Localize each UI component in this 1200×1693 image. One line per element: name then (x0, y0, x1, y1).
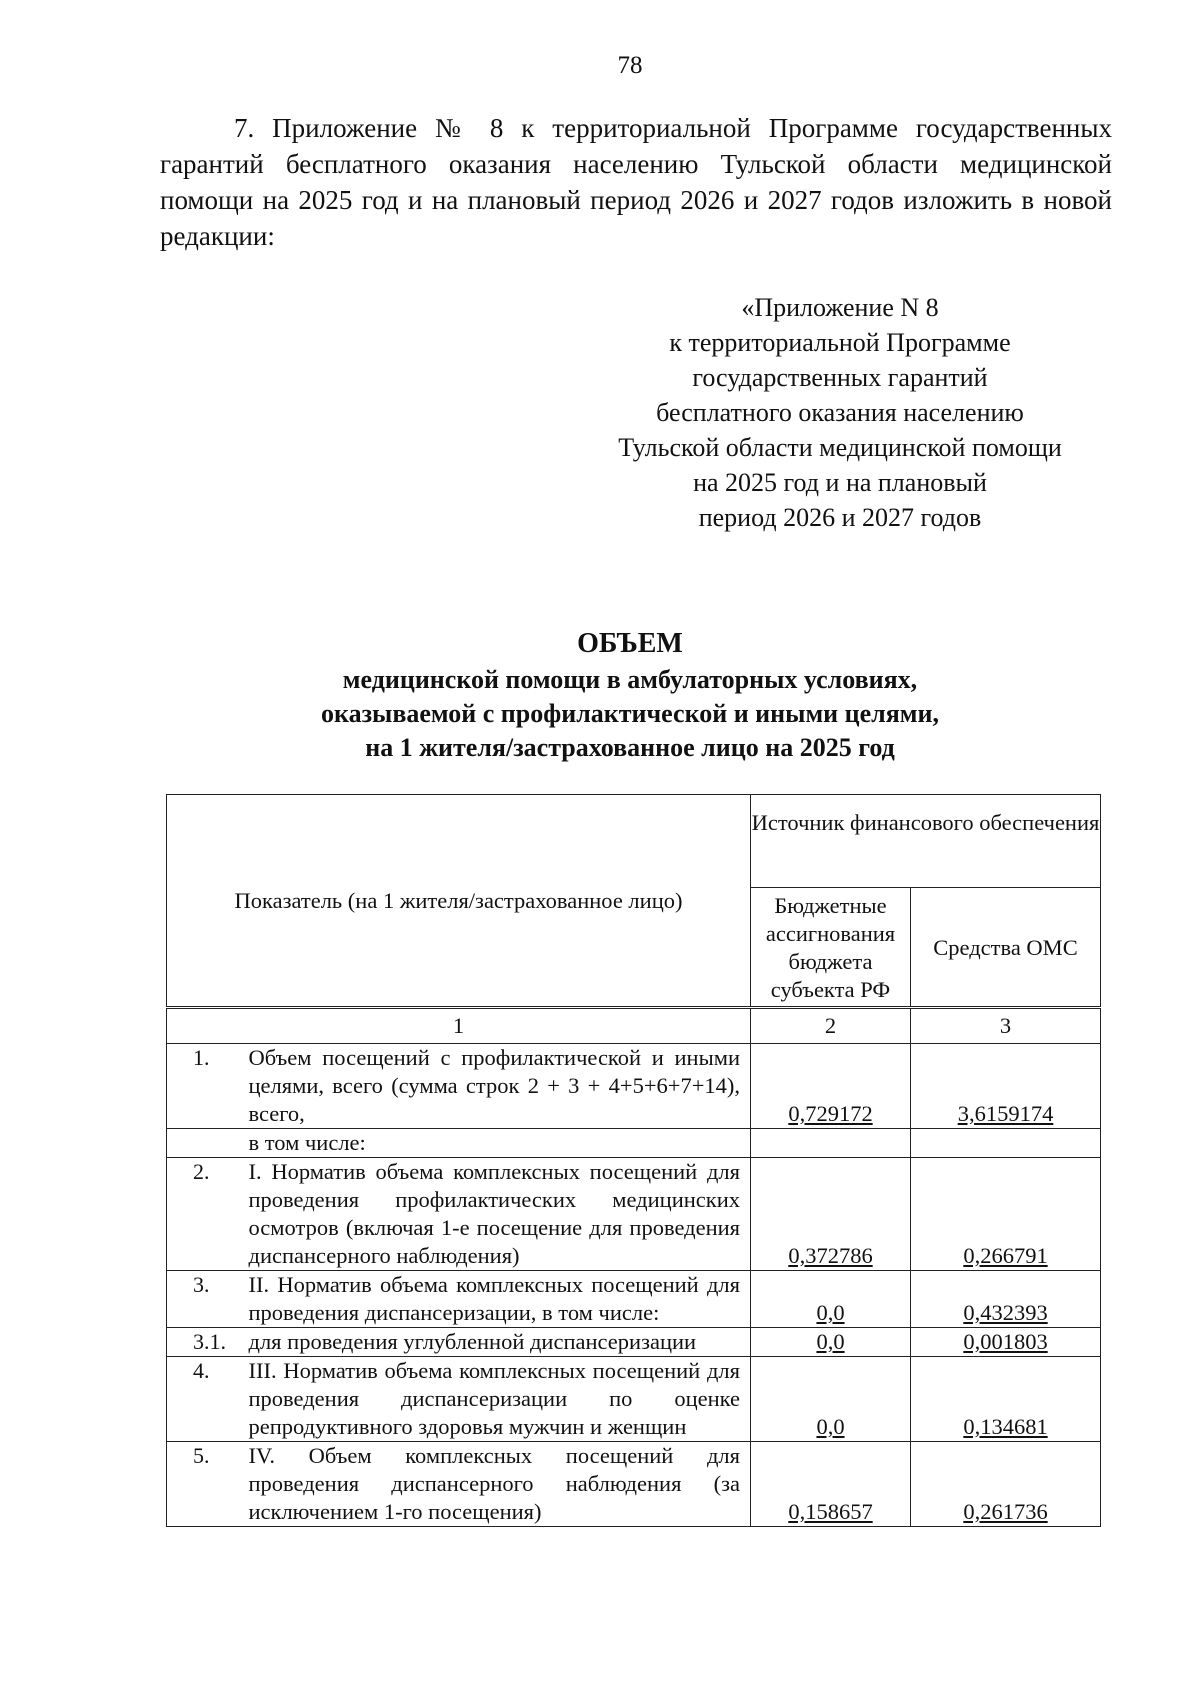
row-indicator: IV. Объем комплексных посещений для проведения диспансерного наблюдения (за исключением 1-го посещения) (245, 1442, 751, 1527)
row-budget-value: 0,729172 (751, 1044, 911, 1129)
row-indicator: Объем посещений с профилактической и иными целями, всего (сумма строк 2 + 3 + 4+5+6+7+14), всего, (245, 1044, 751, 1129)
row-budget-value: 0,372786 (751, 1158, 911, 1271)
row-number: 2. (167, 1158, 245, 1271)
row-indicator: III. Норматив объема комплексных посещений для проведения диспансеризации по оценке репродуктивного здоровья мужчин и женщин (245, 1357, 751, 1442)
appendix-line: «Приложение N 8 (741, 293, 939, 322)
table-row (167, 1129, 1101, 1158)
row-oms-value: 0,134681 (911, 1357, 1101, 1442)
column-number-row (167, 1008, 1101, 1044)
row-number: 1. (167, 1044, 245, 1129)
row-indicator: в том числе: (245, 1129, 751, 1158)
table-row (167, 1357, 1101, 1442)
row-budget-value: 0,0 (751, 1271, 911, 1328)
page-number: 78 (617, 52, 643, 79)
row-number: 5. (167, 1442, 245, 1527)
header-budget: Бюджетные ассигнования бюджета субъекта РФ (751, 888, 911, 1008)
row-budget-value: 0,0 (751, 1328, 911, 1357)
appendix-line: бесплатного оказания населению (656, 398, 1024, 427)
appendix-header (565, 290, 1115, 535)
row-number (167, 1129, 245, 1158)
row-oms-value: 0,266791 (911, 1158, 1101, 1271)
row-number: 3.1. (167, 1328, 245, 1357)
table-row (167, 1158, 1101, 1271)
table-row (167, 1044, 1101, 1129)
row-indicator: для проведения углубленной диспансеризации (245, 1328, 751, 1357)
title-main: ОБЪЕМ (577, 628, 683, 659)
title-line: оказываемой с профилактической и иными целями, (320, 699, 939, 728)
appendix-line: государственных гарантий (692, 363, 988, 392)
row-budget-value: 0,0 (751, 1357, 911, 1442)
header-oms: Средства ОМС (911, 888, 1101, 1008)
title-line: медицинской помощи в амбулаторных условиях, (342, 665, 918, 694)
table-row (167, 1442, 1101, 1527)
row-oms-value: 0,432393 (911, 1271, 1101, 1328)
header-indicator: Показатель (на 1 жителя/застрахованное лицо) (167, 795, 751, 1008)
row-budget-value: 0,158657 (751, 1442, 911, 1527)
appendix-line: Тульской области медицинской помощи (618, 433, 1062, 462)
row-indicator: I. Норматив объема комплексных посещений для проведения профилактических медицинских осмотров (включая 1-е посещение для проведения диспансерного наблюдения) (245, 1158, 751, 1271)
column-number: 3 (911, 1008, 1101, 1044)
appendix-line: к территориальной Программе (669, 328, 1011, 357)
appendix-line: на 2025 год и на плановый (693, 468, 987, 497)
row-oms-value: 3,6159174 (911, 1044, 1101, 1129)
row-budget-value (751, 1129, 911, 1158)
appendix-line: период 2026 и 2027 годов (698, 503, 982, 532)
document-title (0, 625, 1200, 765)
table-header-row (167, 795, 1101, 888)
row-oms-value (911, 1129, 1101, 1158)
table-row (167, 1328, 1101, 1357)
row-oms-value: 0,261736 (911, 1442, 1101, 1527)
column-number: 1 (167, 1008, 751, 1044)
table-row (167, 1271, 1101, 1328)
row-indicator: II. Норматив объема комплексных посещений для проведения диспансеризации, в том числе: (245, 1271, 751, 1328)
header-source: Источник финансового обеспечения (751, 795, 1101, 888)
title-line: на 1 жителя/застрахованное лицо на 2025 год (365, 733, 895, 762)
column-number: 2 (751, 1008, 911, 1044)
row-number: 3. (167, 1271, 245, 1328)
intro-paragraph: 7. Приложение № 8 к территориальной Программе государственных гарантий бесплатного оказания населению Тульской области медицинской помощи на 2025 год и на плановый период 2026 и 2027 годов изложить в новой редакции: (160, 113, 1112, 251)
volume-table (166, 794, 1101, 1527)
row-oms-value: 0,001803 (911, 1328, 1101, 1357)
row-number: 4. (167, 1357, 245, 1442)
